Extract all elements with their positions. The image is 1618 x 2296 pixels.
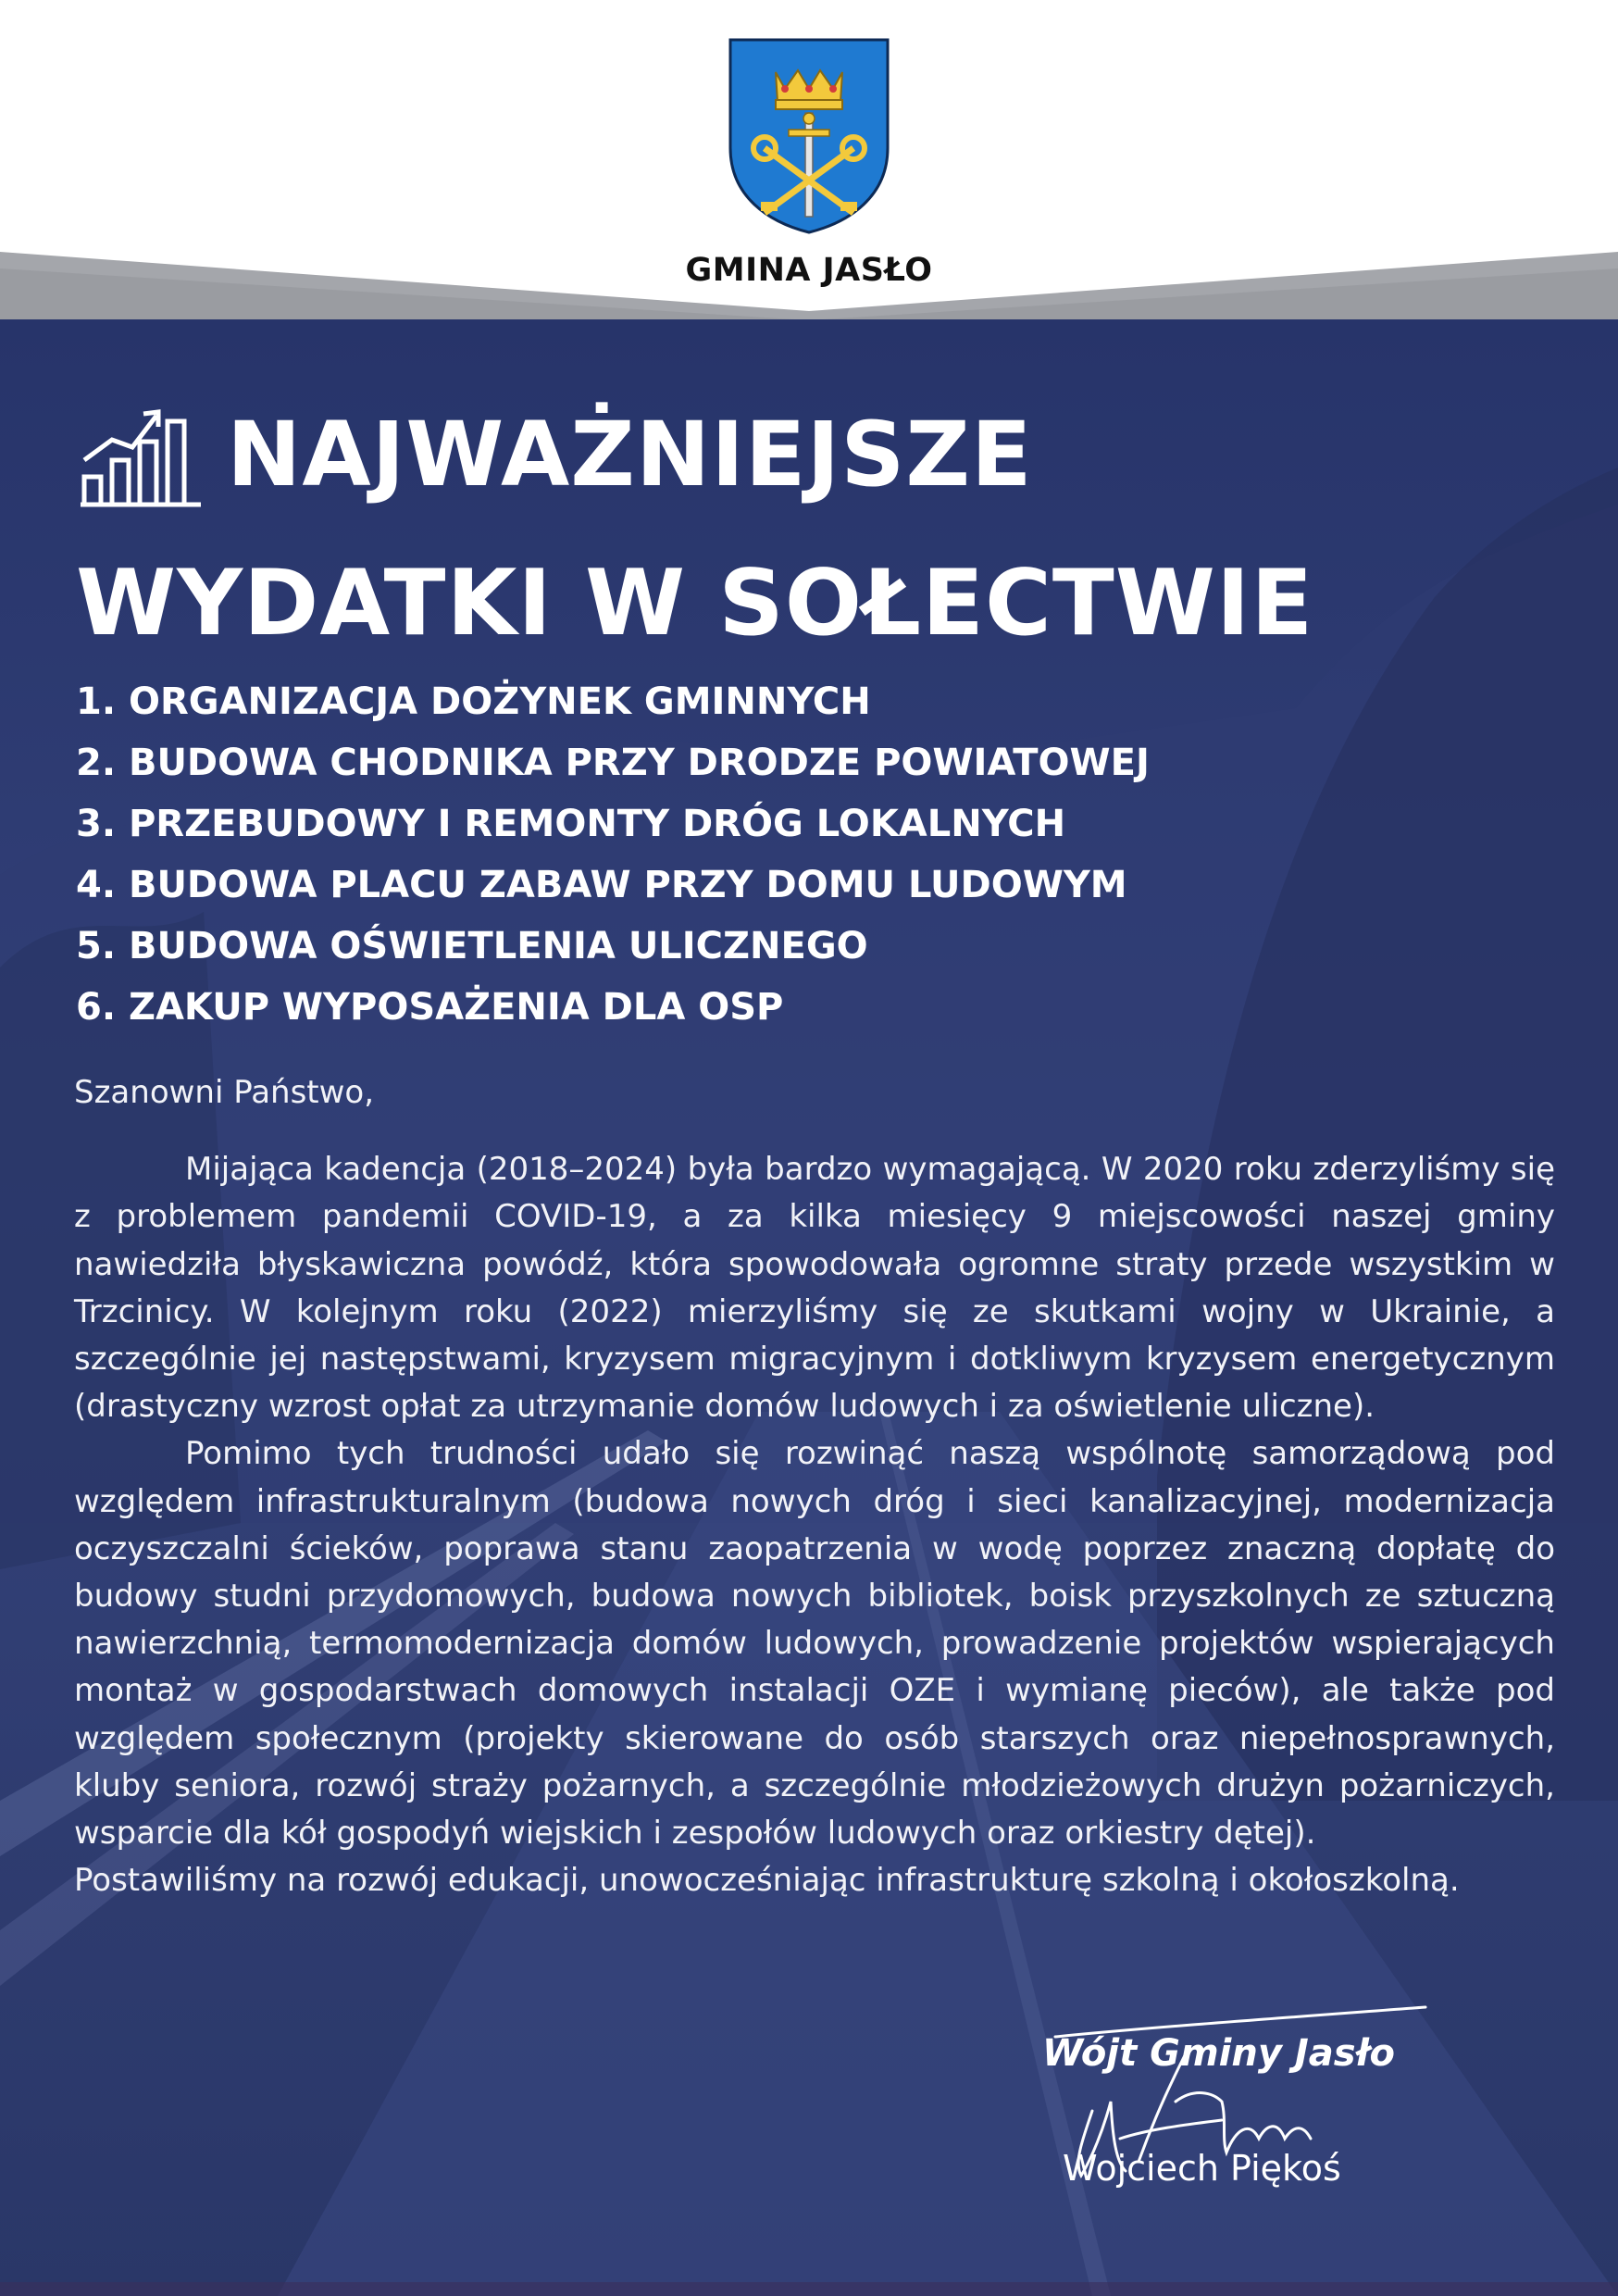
letter-paragraph: Mijająca kadencja (2018–2024) była bardzo wymagającą. W 2020 roku zderzyliśmy się z problemem pandemii COVID-19, a za kilka miesięcy 9 miejscowości naszej gminy nawiedziła błyskawiczna powódź, która spowodowała ogromne straty przede wszystkim w Trzcinicy. W kolejnym roku (2022) mierzyliśmy się ze skutkami wojny w Ukrainie, a szczególnie jej następstwami, kryzysem migracyjnym i dotkliwym kryzysem energetycznym (drastyczny wzrost opłat za utrzymanie domów ludowych i za oświetlenie uliczne). — [74, 1151, 1555, 1426]
page-title-line-2: WYDATKI W SOŁECTWIE — [76, 551, 1314, 656]
growth-chart-icon — [79, 405, 204, 508]
list-item: 4. BUDOWA PLACU ZABAW PRZY DOMU LUDOWYM — [76, 864, 1127, 906]
municipality-name: GMINA JASŁO — [685, 252, 933, 289]
list-item: 5. BUDOWA OŚWIETLENIA ULICZNEGO — [76, 925, 868, 967]
letter-paragraph: Postawiliśmy na rozwój edukacji, unowocześniając infrastrukturę szkolną i okołoszkolną. — [74, 1862, 1460, 1900]
signature-name: Wojciech Piękoś — [1063, 2148, 1341, 2189]
expenses-list — [76, 671, 1150, 1038]
list-item: 3. PRZEBUDOWY I REMONTY DRÓG LOKALNYCH — [76, 803, 1066, 845]
letter-paragraph: Pomimo tych trudności udało się rozwinąć naszą wspólnotę samorządową pod względem infrastrukturalnym (budowa nowych dróg i sieci kanalizacyjnej, modernizacja oczyszczalni ścieków, poprawa stanu zaopatrzenia w wodę poprzez znaczną dopłatę do budowy studni przydomowych, budowa nowych bibliotek, boisk przyszkolnych ze sztuczną nawierzchnią, termomodernizacja domów ludowych, prowadzenie projektów wspierających montaż w gospodarstwach domowych instalacji OZE i wymianę pieców), ale także pod względem społecznym (projekty skierowane do osób starszych oraz niepełnosprawnych, kluby seniora, rozwój straży pożarnych, a szczególnie młodzieżowych drużyn pożarniczych, wsparcie dla kół gospodyń wiejskich i zespołów ludowych oraz orkiestry dętej). — [74, 1435, 1555, 1853]
page-title-line-1: NAJWAŻNIEJSZE — [227, 403, 1033, 506]
letter-greeting: Szanowni Państwo, — [74, 1074, 375, 1111]
page-header — [0, 0, 1618, 319]
signature-title: Wójt Gminy Jasło — [1042, 2032, 1396, 2075]
main-panel — [0, 319, 1618, 2296]
list-item: 2. BUDOWA CHODNIKA PRZY DRODZE POWIATOWEJ — [76, 742, 1150, 784]
list-item: 6. ZAKUP WYPOSAŻENIA DLA OSP — [76, 986, 784, 1029]
letter-body — [74, 1069, 1555, 1904]
coat-of-arms-icon — [728, 37, 890, 235]
list-item: 1. ORGANIZACJA DOŻYNEK GMINNYCH — [76, 680, 871, 723]
